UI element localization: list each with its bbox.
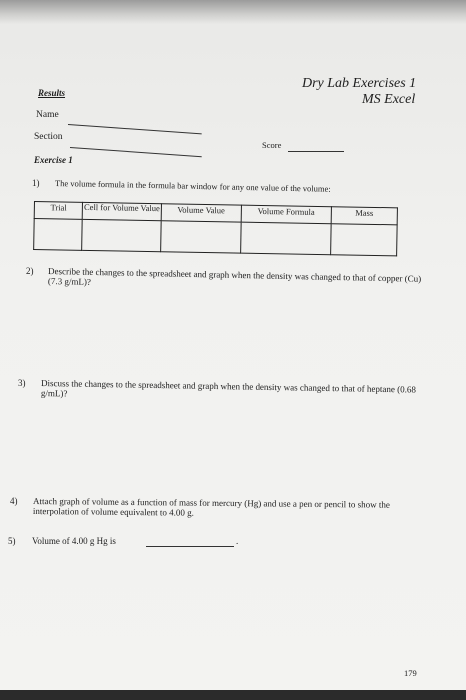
table-cell-trial[interactable] [34,219,83,251]
page-top-shadow [0,0,466,24]
table-cell-mass[interactable] [330,224,397,256]
results-heading: Results [38,88,66,98]
table-header-volume-formula: Volume Formula [241,205,331,224]
table-cell-volume-value[interactable] [160,221,241,253]
title-line-2: MS Excel [362,92,416,107]
question-5-period: . [236,536,239,546]
table-header-cell-for-volume: Cell for Volume Value [83,202,161,220]
exercise-heading: Exercise 1 [34,155,73,165]
page-number: 179 [404,668,417,678]
title-line-1: Dry Lab Exercises 1 [302,76,417,91]
name-line[interactable] [68,124,202,134]
section-line[interactable] [70,147,202,157]
score-line[interactable] [288,151,344,152]
question-5-number: 5) [8,536,16,546]
question-4-text: Attach graph of volume as a function of mass for mercury (Hg) and use a pen or pencil to show the interpolation of volume equivalent to 4.00 g. [32,496,390,518]
question-1-number: 1) [32,178,40,188]
table-cell-volume-formula[interactable] [240,222,331,255]
table-cell-cell-for-volume[interactable] [82,219,161,251]
table-header-volume-value: Volume Value [161,204,241,222]
question-3-number: 3) [18,378,26,388]
volume-table [33,201,398,256]
score-label: Score [262,140,282,150]
table-header-trial: Trial [34,202,83,220]
name-label: Name [36,110,59,120]
question-4-number: 4) [10,496,18,506]
question-5-text: Volume of 4.00 g Hg is [32,536,116,546]
question-2-text: Describe the changes to the spreadsheet and graph when the density was changed to that of copper (Cu) (7.3 g/mL)? [47,266,422,287]
question-1-text: The volume formula in the formula bar window for any one value of the volume: [54,178,331,194]
question-3-text: Discuss the changes to the spreadsheet and graph when the density was changed to that of heptane (0.68 g/mL)? [40,378,417,399]
question-2-number: 2) [26,266,34,276]
question-5-answer-line[interactable] [146,546,234,547]
section-label: Section [34,132,63,142]
table-header-mass: Mass [331,207,398,225]
